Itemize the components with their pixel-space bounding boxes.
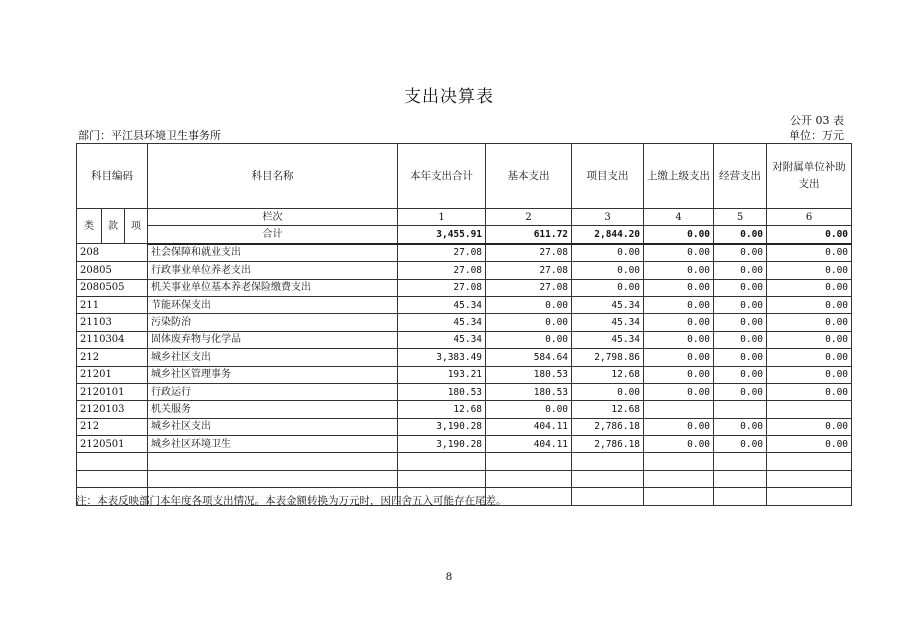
row-basic: 180.53 (486, 366, 572, 383)
unit-label: 单位：万元 (789, 129, 844, 142)
row-subsidy: 0.00 (767, 331, 852, 348)
table-row (77, 383, 852, 400)
row-subsidy: 0.00 (767, 383, 852, 400)
empty-cell (398, 470, 486, 487)
row-subsidy: 0.00 (767, 262, 852, 279)
table-row (77, 366, 852, 383)
total-label: 合计 (148, 226, 398, 244)
footnote: 注：本表反映部门本年度各项支出情况。本表金额转换为万元时，因四舍五入可能存在尾差。 (76, 495, 507, 507)
row-operation: 0.00 (714, 383, 767, 400)
header-total: 本年支出合计 (398, 144, 486, 209)
row-operation: 0.00 (714, 349, 767, 366)
row-operation: 0.00 (714, 244, 767, 262)
row-project: 0.00 (572, 279, 644, 296)
row-operation: 0.00 (714, 331, 767, 348)
row-code: 208 (77, 244, 148, 262)
row-upper: 0.00 (644, 349, 714, 366)
row-name: 城乡社区支出 (148, 349, 398, 366)
row-total: 45.34 (398, 314, 486, 331)
row-code: 21103 (77, 314, 148, 331)
row-total: 45.34 (398, 331, 486, 348)
table-row (77, 244, 852, 262)
row-code: 2120103 (77, 401, 148, 418)
total-operation: 0.00 (714, 226, 767, 244)
header-upper: 上缴上级支出 (644, 144, 714, 209)
row-name: 行政运行 (148, 383, 398, 400)
row-total: 27.08 (398, 244, 486, 262)
row-basic: 404.11 (486, 418, 572, 435)
row-code: 212 (77, 349, 148, 366)
col-index-6: 6 (767, 209, 852, 226)
empty-cell (486, 470, 572, 487)
row-upper: 0.00 (644, 244, 714, 262)
table-row (77, 401, 852, 418)
row-project: 45.34 (572, 314, 644, 331)
form-number: 公开 03 表 (790, 114, 844, 127)
row-name: 污染防治 (148, 314, 398, 331)
header-basic: 基本支出 (486, 144, 572, 209)
table-row (77, 262, 852, 279)
row-name: 节能环保支出 (148, 296, 398, 313)
total-upper: 0.00 (644, 226, 714, 244)
row-upper: 0.00 (644, 279, 714, 296)
row-operation: 0.00 (714, 296, 767, 313)
total-sum: 3,455.91 (398, 226, 486, 244)
table-row (77, 418, 852, 435)
row-basic: 0.00 (486, 314, 572, 331)
empty-cell (767, 470, 852, 487)
header-code: 科目编码 (77, 144, 148, 209)
row-code: 2120501 (77, 436, 148, 453)
total-project: 2,844.20 (572, 226, 644, 244)
empty-cell (767, 453, 852, 470)
row-project: 12.68 (572, 366, 644, 383)
row-subsidy: 0.00 (767, 244, 852, 262)
row-project: 45.34 (572, 331, 644, 348)
empty-cell (714, 488, 767, 505)
row-total: 27.08 (398, 279, 486, 296)
row-total: 193.21 (398, 366, 486, 383)
row-basic: 180.53 (486, 383, 572, 400)
row-operation: 0.00 (714, 314, 767, 331)
header-row (77, 144, 852, 209)
col-index-3: 3 (572, 209, 644, 226)
empty-cell (644, 453, 714, 470)
col-index-1: 1 (398, 209, 486, 226)
empty-cell (714, 453, 767, 470)
empty-cell (767, 488, 852, 505)
row-subsidy (767, 401, 852, 418)
expenditure-table (76, 143, 852, 506)
row-code: 2080505 (77, 279, 148, 296)
row-upper: 0.00 (644, 436, 714, 453)
row-total: 45.34 (398, 296, 486, 313)
row-total: 3,383.49 (398, 349, 486, 366)
row-upper: 0.00 (644, 366, 714, 383)
table-row (77, 314, 852, 331)
row-basic: 27.08 (486, 279, 572, 296)
row-project: 0.00 (572, 244, 644, 262)
empty-cell (77, 470, 148, 487)
header-lanci: 栏次 (148, 209, 398, 226)
row-project: 2,786.18 (572, 436, 644, 453)
row-subsidy: 0.00 (767, 436, 852, 453)
table-row (77, 331, 852, 348)
header-xiang: 项 (125, 209, 148, 244)
row-basic: 0.00 (486, 401, 572, 418)
row-code: 212 (77, 418, 148, 435)
table-row (77, 436, 852, 453)
empty-cell (572, 470, 644, 487)
total-basic: 611.72 (486, 226, 572, 244)
empty-cell (148, 453, 398, 470)
header-project: 项目支出 (572, 144, 644, 209)
empty-cell (714, 470, 767, 487)
row-project: 2,786.18 (572, 418, 644, 435)
row-subsidy: 0.00 (767, 279, 852, 296)
row-operation: 0.00 (714, 262, 767, 279)
row-basic: 584.64 (486, 349, 572, 366)
row-project: 12.68 (572, 401, 644, 418)
row-upper: 0.00 (644, 262, 714, 279)
row-code: 21201 (77, 366, 148, 383)
row-project: 0.00 (572, 262, 644, 279)
row-basic: 404.11 (486, 436, 572, 453)
row-upper: 0.00 (644, 296, 714, 313)
column-index-row (77, 209, 852, 226)
row-upper: 0.00 (644, 331, 714, 348)
row-subsidy: 0.00 (767, 296, 852, 313)
row-subsidy: 0.00 (767, 418, 852, 435)
row-total: 12.68 (398, 401, 486, 418)
row-subsidy: 0.00 (767, 349, 852, 366)
page-number: 8 (445, 571, 453, 583)
row-total: 180.53 (398, 383, 486, 400)
row-upper: 0.00 (644, 418, 714, 435)
table-row (77, 349, 852, 366)
header-kuan: 款 (102, 209, 125, 244)
row-basic: 27.08 (486, 262, 572, 279)
row-name: 固体废弃物与化学品 (148, 331, 398, 348)
empty-cell (486, 453, 572, 470)
row-total: 3,190.28 (398, 418, 486, 435)
empty-cell (77, 453, 148, 470)
row-operation: 0.00 (714, 418, 767, 435)
row-code: 2120101 (77, 383, 148, 400)
row-name: 城乡社区环境卫生 (148, 436, 398, 453)
row-operation: 0.00 (714, 279, 767, 296)
row-operation: 0.00 (714, 436, 767, 453)
row-name: 机关服务 (148, 401, 398, 418)
header-subsidy: 对附属单位补助支出 (767, 144, 852, 209)
header-name: 科目名称 (148, 144, 398, 209)
row-name: 城乡社区管理事务 (148, 366, 398, 383)
empty-cell (148, 470, 398, 487)
row-project: 45.34 (572, 296, 644, 313)
empty-row (77, 470, 852, 487)
row-upper: 0.00 (644, 314, 714, 331)
row-project: 0.00 (572, 383, 644, 400)
row-operation (714, 401, 767, 418)
col-index-4: 4 (644, 209, 714, 226)
row-basic: 27.08 (486, 244, 572, 262)
row-project: 2,798.86 (572, 349, 644, 366)
row-upper: 0.00 (644, 383, 714, 400)
row-name: 社会保障和就业支出 (148, 244, 398, 262)
document-title: 支出决算表 (404, 87, 494, 107)
row-basic: 0.00 (486, 296, 572, 313)
table-row (77, 279, 852, 296)
empty-cell (644, 488, 714, 505)
row-code: 211 (77, 296, 148, 313)
empty-cell (644, 470, 714, 487)
col-index-2: 2 (486, 209, 572, 226)
row-code: 2110304 (77, 331, 148, 348)
row-upper (644, 401, 714, 418)
header-lei: 类 (77, 209, 102, 244)
empty-row (77, 453, 852, 470)
row-operation: 0.00 (714, 366, 767, 383)
table-row (77, 296, 852, 313)
row-subsidy: 0.00 (767, 366, 852, 383)
row-name: 城乡社区支出 (148, 418, 398, 435)
header-operation: 经营支出 (714, 144, 767, 209)
total-subsidy: 0.00 (767, 226, 852, 244)
department-label: 部门：平江县环境卫生事务所 (78, 129, 221, 142)
row-subsidy: 0.00 (767, 314, 852, 331)
col-index-5: 5 (714, 209, 767, 226)
row-code: 20805 (77, 262, 148, 279)
row-total: 3,190.28 (398, 436, 486, 453)
row-name: 机关事业单位基本养老保险缴费支出 (148, 279, 398, 296)
row-name: 行政事业单位养老支出 (148, 262, 398, 279)
total-row (77, 226, 852, 244)
empty-cell (572, 453, 644, 470)
empty-cell (572, 488, 644, 505)
row-basic: 0.00 (486, 331, 572, 348)
row-total: 27.08 (398, 262, 486, 279)
empty-cell (398, 453, 486, 470)
